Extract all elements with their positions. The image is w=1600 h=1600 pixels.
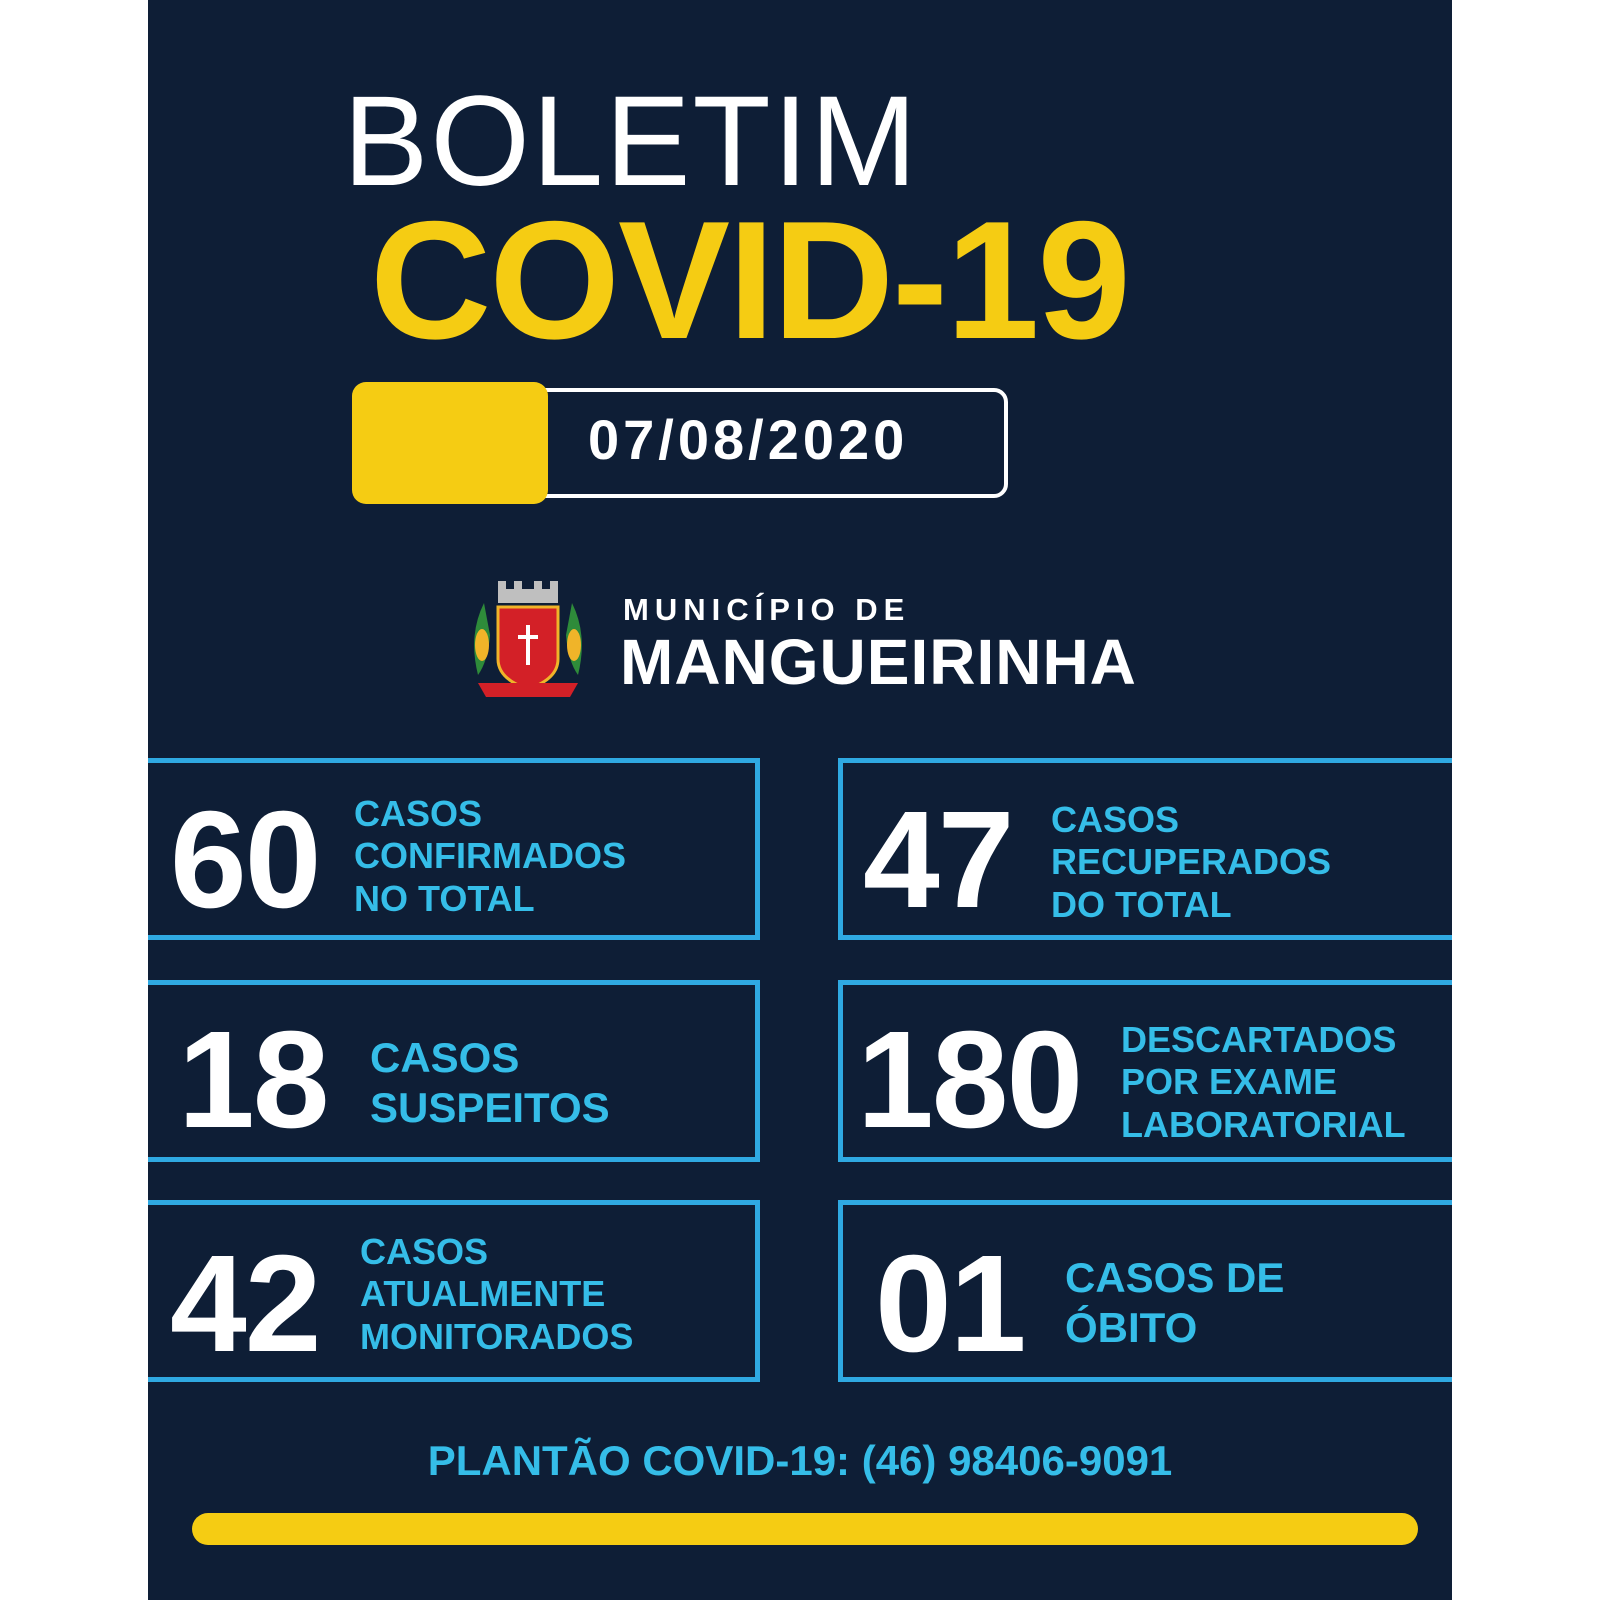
- date-accent-block: [352, 382, 548, 504]
- stat-number: 180: [857, 1003, 1082, 1157]
- stat-number: 47: [863, 783, 1013, 937]
- bottom-accent-bar: [192, 1513, 1418, 1545]
- stat-label: CASOS ATUALMENTE MONITORADOS: [360, 1231, 634, 1357]
- stat-number: 18: [178, 1003, 328, 1157]
- stat-discarded: [838, 980, 1452, 1162]
- stat-monitored: [148, 1200, 760, 1382]
- stat-suspected: [148, 980, 760, 1162]
- title-boletim: BOLETIM: [343, 70, 919, 213]
- title-covid-19: COVID-19: [370, 186, 1129, 374]
- stat-label: CASOS SUSPEITOS: [370, 1034, 610, 1131]
- bulletin-date: 07/08/2020: [588, 408, 909, 471]
- stat-recovered: [838, 758, 1452, 940]
- stat-number: 42: [170, 1227, 320, 1381]
- municipality-name: MANGUEIRINHA: [620, 626, 1137, 698]
- stat-confirmed: [148, 758, 760, 940]
- bulletin-poster: [148, 0, 1452, 1600]
- stat-number: 60: [170, 783, 320, 937]
- hotline-text: PLANTÃO COVID-19: (46) 98406-9091: [427, 1437, 1173, 1484]
- stat-label: CASOS RECUPERADOS DO TOTAL: [1051, 799, 1332, 925]
- municipal-crest-icon: [464, 575, 592, 707]
- stat-label: DESCARTADOS POR EXAME LABORATORIAL: [1121, 1019, 1406, 1145]
- stat-deaths: [838, 1200, 1452, 1382]
- stat-number: 01: [875, 1227, 1025, 1381]
- stat-label: CASOS CONFIRMADOS NO TOTAL: [354, 793, 626, 919]
- stat-label: CASOS DE ÓBITO: [1065, 1254, 1285, 1351]
- municipality-prefix: MUNICÍPIO DE: [623, 592, 911, 627]
